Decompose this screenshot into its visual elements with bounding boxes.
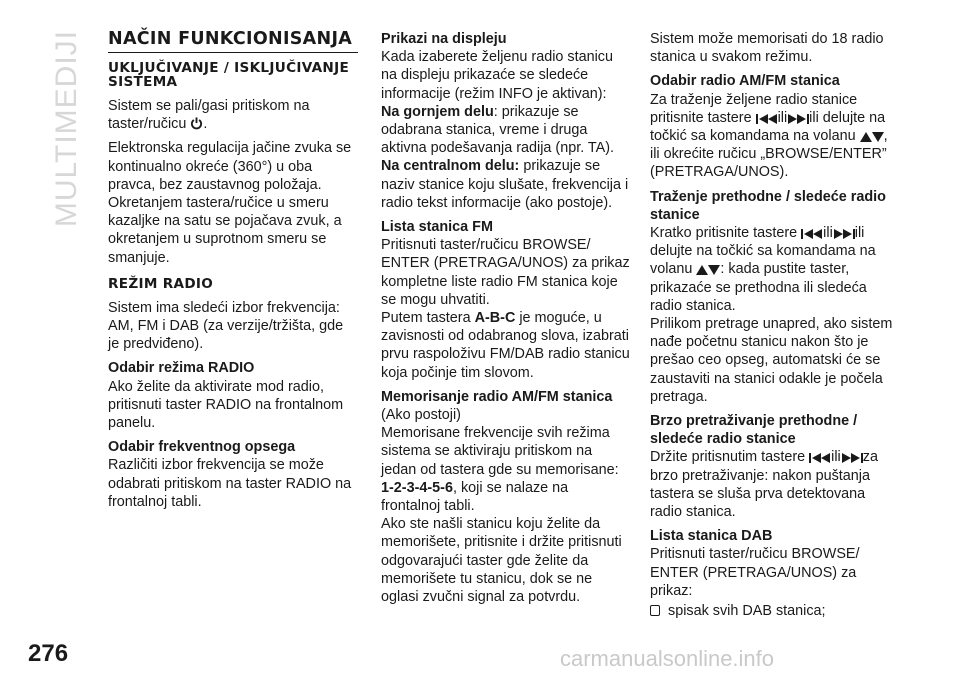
paragraph-power — [108, 97, 358, 133]
paragraph-top-part — [381, 103, 631, 158]
seek-back-icon — [756, 114, 778, 124]
text-or-1: ili — [777, 109, 788, 126]
column-2 — [381, 30, 631, 612]
text-search-1: Za traženje željene radio stanice pritisnite tastere — [650, 91, 858, 126]
paragraph-fm-list: Pritisnuti taster/ručicu BROWSE/ ENTER (PRETRAGA/UNOS) za prikaz kompletne liste radio FM stanica koje se mogu uhvatiti. — [381, 237, 630, 308]
arrow-up-icon — [696, 265, 708, 275]
seek-forward-icon — [787, 114, 809, 124]
heading-fast-search: Brzo pretraživanje prethodne / sledeće radio stanice — [650, 413, 858, 448]
paragraph-abc — [381, 309, 631, 382]
paragraph-select-am-fm — [650, 91, 900, 182]
seek-back-icon — [809, 453, 831, 463]
section-side-title: MULTIMEDIJI — [50, 30, 83, 228]
paragraph-18-stations: Sistem može memorisati do 18 radio stanica u svakom režimu. — [650, 31, 884, 66]
text-prev-next-2: ili delujte na točkić sa komandama na volanu — [650, 225, 876, 278]
power-icon — [190, 117, 203, 130]
text-center-part: prikazuje se naziv stanice koju slušate, frekvencija i radio tekst informacije (ako postoje). — [381, 158, 629, 211]
label-abc: A-B-C — [474, 310, 516, 327]
text-prev-next-1: Kratko pritisnite tastere — [650, 225, 798, 242]
text-period: . — [203, 116, 208, 133]
heading-select-am-fm: Odabir radio AM/FM stanica — [650, 73, 840, 90]
text-or-3: ili — [831, 449, 841, 466]
text-top-part: : prikazuje se odabrana stanica, vreme i druga aktivna podešavanja radija (npr. TA). — [381, 103, 615, 157]
paragraph-fast-search — [650, 448, 900, 521]
text-search-2: ili delujte na točkić sa komandama na volanu — [650, 109, 886, 145]
heading-fm-list: Lista stanica FM — [381, 219, 493, 236]
paragraph-prev-next — [650, 224, 900, 315]
paragraph-store-station: Ako ste našli stanicu koju želite da memorišete, pritisnite i držite pritisnuti odgovarajući taster gde želite da memorišete tu stanicu, dok se ne oglasi zvučni signal za potvrdu. — [381, 516, 622, 606]
subheading-radio-mode: REŽIM RADIO — [108, 275, 214, 292]
arrow-down-icon — [872, 132, 884, 142]
paragraph-preset-keys — [381, 479, 631, 515]
paragraph-select-radio: Ako želite da aktivirate mod radio, pritisnuti taster RADIO na frontalnom panelu. — [108, 378, 344, 432]
label-top-part: Na gornjem delu — [381, 103, 494, 120]
heading-prev-next: Traženje prethodne / sledeće radio stanice — [650, 188, 886, 223]
text-or-2: ili — [823, 225, 833, 242]
heading-select-radio: Odabir režima RADIO — [108, 360, 255, 377]
paragraph-frequencies: Sistem ima sledeći izbor frekvencija: AM, FM i DAB (za verzije/tržišta, gde je predviđeno). — [108, 299, 344, 353]
text-fast-1: Držite pritisnutim tastere — [650, 449, 806, 466]
paragraph-center-part — [381, 157, 631, 212]
arrow-down-icon — [708, 265, 720, 275]
checkbox-bullet-icon — [650, 605, 660, 616]
text-prev-next-3: : kada pustite taster, prikazaće se prethodna ili sledeća radio stanica. — [650, 261, 867, 314]
paragraph-volume: Elektronska regulacija jačine zvuka se kontinualno okreće (360°) u oba pravca, bez zaustavnog položaja. Okretanjem tastera/ručice u smeru kazaljke na satu se pojačava zvuk, a okretanjem u suprotnom smeru se smanjuje. — [108, 140, 352, 266]
page-number: 276 — [28, 640, 69, 667]
column-1 — [108, 30, 358, 517]
paragraph-dab-list: Pritisnuti taster/ručicu BROWSE/ ENTER (PRETRAGA/UNOS) za prikaz: — [650, 546, 860, 599]
heading-dab-list: Lista stanica DAB — [650, 528, 773, 545]
column-3 — [650, 30, 900, 626]
text-fast-2: za brzo pretraživanje: nakon puštanja tastera se sluša prva detektovana radio stanica. — [650, 449, 878, 521]
text-search-3: ili okrećite ručicu „BROWSE/ENTER” (PRETRAGA/UNOS). — [650, 146, 887, 181]
main-heading: NAČIN FUNKCIONISANJA — [108, 30, 358, 53]
text-preset-keys: , koji se nalaze na frontalnoj tabli. — [381, 479, 569, 515]
seek-forward-icon — [833, 229, 855, 239]
paragraph-display-intro: Kada izaberete željenu radio stanicu na displeju prikazaće se sledeće informacije (režim INFO je aktivan): — [381, 49, 613, 102]
list-item — [650, 602, 900, 620]
watermark: carmanualsonline.info — [560, 646, 775, 671]
text-abc-2: je moguće, u zavisnosti od odabranog slova, izabrati prvu raspoloživu FM/DAB radio stanicu koja počinje tim slovom. — [381, 310, 630, 381]
text-comma: , — [883, 128, 888, 145]
heading-memorize: Memorisanje radio AM/FM stanica — [381, 388, 613, 405]
paragraph-frequency-band: Različiti izbor frekvencija se može odabrati pritiskom na taster RADIO na frontalnoj tabli. — [108, 457, 352, 510]
paragraph-search-wrap: Prilikom pretrage unapred, ako sistem nađe početnu stanicu nakon što je prešao ceo opseg, automatski će se zaustaviti na stanici odakle je počela pretraga. — [650, 316, 893, 405]
paragraph-memorized: Memorisane frekvencije svih režima sistema se aktiviraju pritiskom na jedan od tastera gde su memorisane: — [381, 425, 619, 478]
heading-frequency-band: Odabir frekventnog opsega — [108, 439, 296, 456]
subheading-on-off: UKLJUČIVANJE / ISKLJUČIVANJE SISTEMA — [108, 60, 350, 90]
text-abc-1: Putem tastera — [381, 310, 475, 327]
bullet-text: spisak svih DAB stanica; — [668, 603, 826, 620]
paragraph-if-exists: (Ako postoji) — [381, 407, 461, 424]
label-center-part: Na centralnom delu: — [381, 158, 520, 175]
arrow-up-icon — [860, 132, 872, 142]
seek-back-icon — [801, 229, 823, 239]
label-preset-keys: 1-2-3-4-5-6 — [381, 479, 453, 496]
heading-display: Prikazi na displeju — [381, 31, 507, 47]
seek-forward-icon — [841, 453, 863, 463]
text-power: Sistem se pali/gasi pritiskom na taster/ručicu — [108, 98, 310, 133]
